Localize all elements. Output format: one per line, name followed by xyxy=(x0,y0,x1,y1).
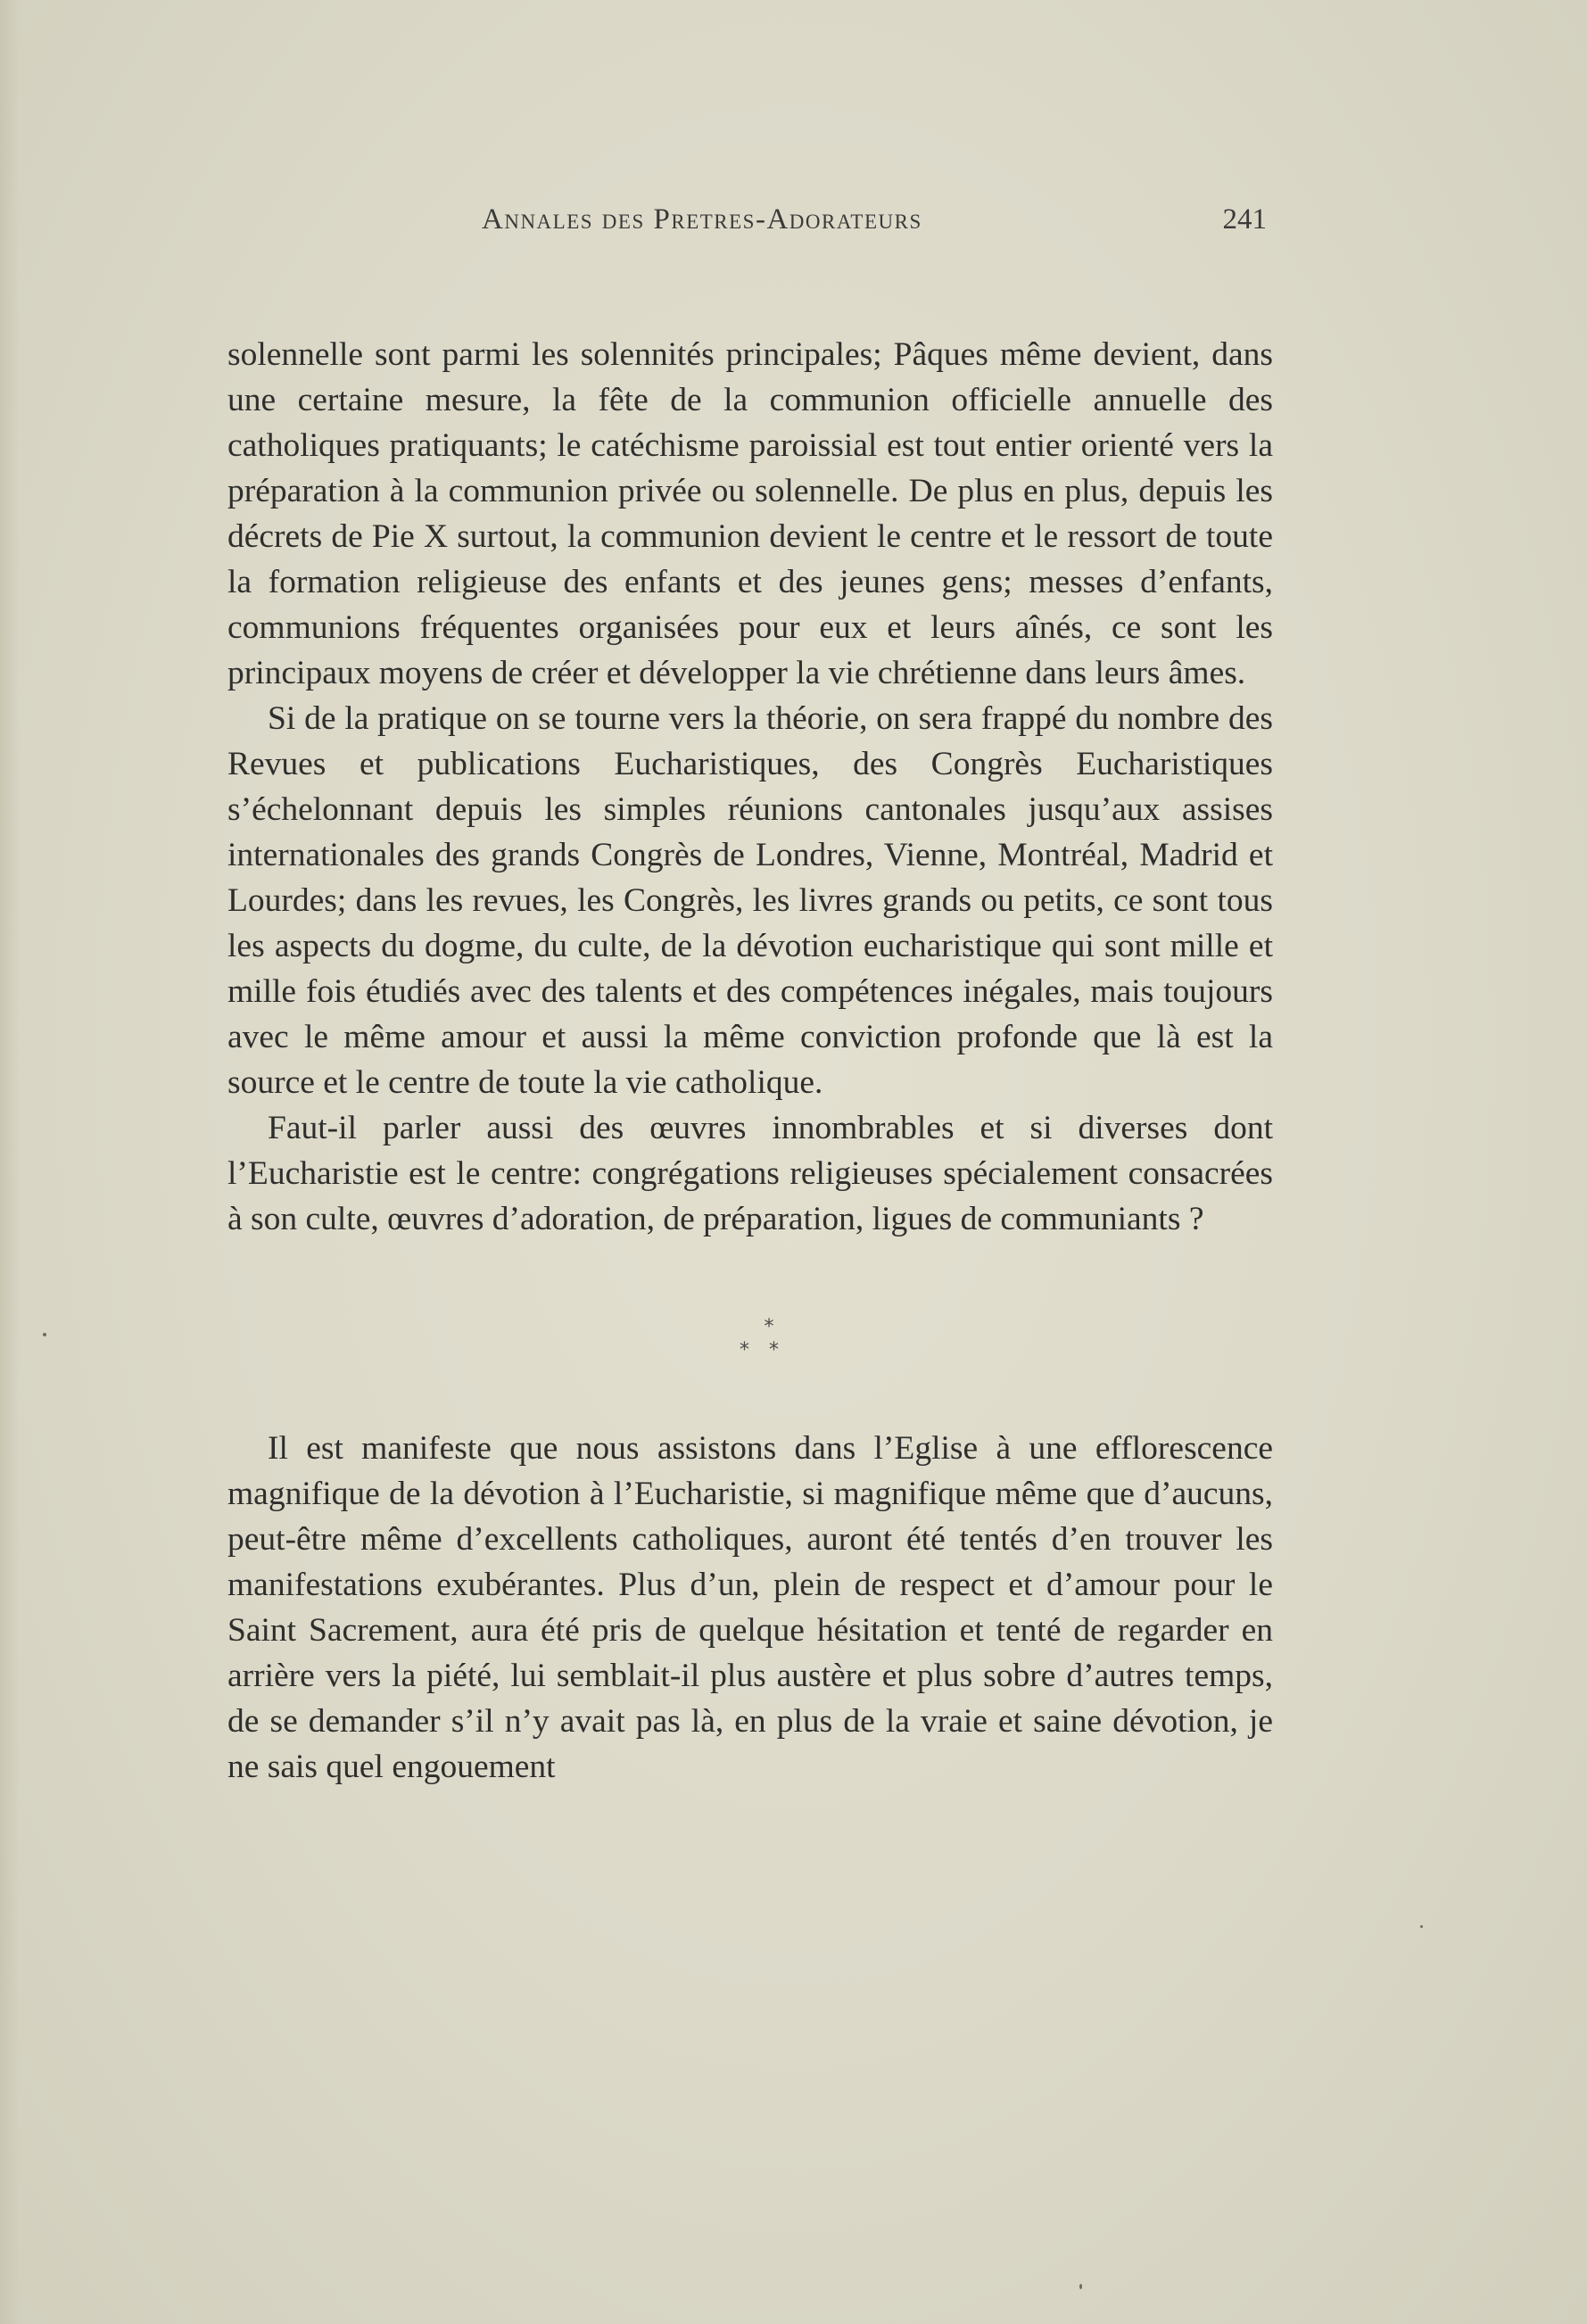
page-header xyxy=(482,203,1267,248)
body-text xyxy=(227,332,1273,1790)
paragraph-3: Faut-il parler aussi des œuvres innombrables et si diverses dont l’Eucharistie est le centre: congrégations religieuses spécialement consacrées à son culte, œuvres d’adoration, de préparation, ligues de communiants ? xyxy=(227,1110,1273,1237)
page-edge-shadow xyxy=(0,0,20,2324)
paragraph-2: Si de la pratique on se tourne vers la théorie, on sera frappé du nombre des Revues et publications Eucharistiques, des Congrès Eucharistiques s’échelonnant depuis les simples réunions cantonales jusqu’aux assises internationales des grands Congrès de Londres, Vienne, Montréal, Madrid et Lourdes; dans les revues, les Congrès, les livres grands ou petits, ce sont tous les aspects du dogme, du culte, de la dévotion eucharistique qui sont mille et mille fois étudiés avec des talents et des compétences inégales, mais toujours avec le même amour et aussi la même conviction profonde que là est la source et le centre de toute la vie catholique. xyxy=(227,700,1273,1101)
paragraph-1: solennelle sont parmi les solennités principales; Pâques même devient, dans une certaine mesure, la fête de la communion officielle annuelle des catholiques pratiquants; le catéchisme paroissial est tout entier orienté vers la préparation à la communion privée ou solennelle. De plus en plus, depuis les décrets de Pie X surtout, la communion devient le centre et le ressort de toute la formation religieuse des enfants et des jeunes gens; messes d’enfants, communions fréquentes organisées pour eux et leurs aînés, ce sont les principaux moyens de créer et développer la vie chrétienne dans leurs âmes. xyxy=(227,336,1273,691)
running-head: Annales des Pretres-Adorateurs xyxy=(482,203,922,236)
paper-speck xyxy=(1079,2284,1082,2289)
page-number: 241 xyxy=(1222,203,1267,236)
paper-speck xyxy=(43,1333,46,1336)
paragraph-4: Il est manifeste que nous assistons dans l’Eglise à une efflorescence magnifique de la dévotion à l’Eucharistie, si magnifique même que d’aucuns, peut-être même d’excellents catholiques, auront été tentés d’en trouver les manifestations exubérantes. Plus d’un, plein de respect et d’amour pour le Saint Sacrement, aura été pris de quelque hésitation et tenté de regarder en arrière vers la piété, lui semblait-il plus austère et plus sobre d’autres temps, de se demander s’il n’y avait pas là, en plus de la vraie et saine dévotion, je ne sais quel engouement xyxy=(227,1430,1273,1785)
asterism-top: * xyxy=(764,1316,774,1338)
paper-speck xyxy=(1420,1925,1423,1928)
asterism-divider xyxy=(227,1304,1273,1418)
asterism-bottom: ** xyxy=(740,1339,798,1361)
